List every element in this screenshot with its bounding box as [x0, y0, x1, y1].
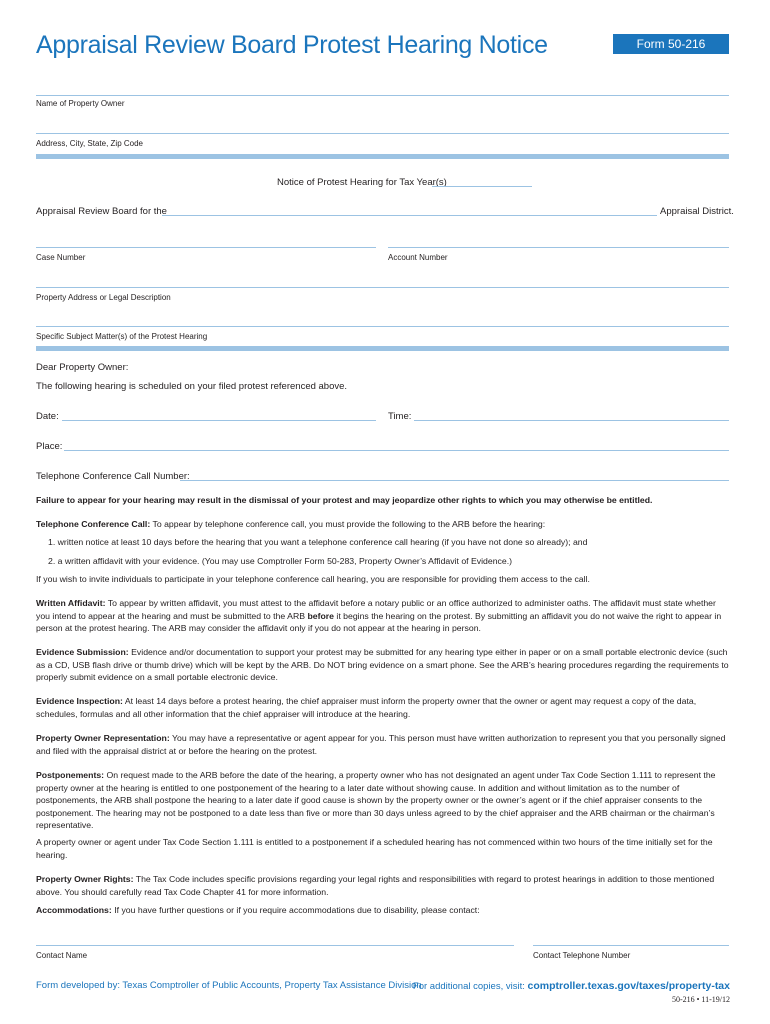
- footer-developed-by: Form developed by: Texas Comptroller of Public Accounts, Property Tax Assistance Division: [36, 980, 422, 991]
- telephone-section: [36, 518, 730, 531]
- footer-copies-prefix: For additional copies, visit:: [412, 981, 525, 992]
- telephone-text: To appear by telephone conference call, you must provide the following to the ARB before the hearing:: [152, 519, 546, 529]
- affidavit-text-1: To appear by written affidavit, you must attest to the affidavit before a notary public or an office authorized to administer oaths. The affidavit must state whether you intend to appear at the hearing and must be submitted to the ARB: [36, 598, 716, 621]
- postponement-agent-text: A property owner or agent under Tax Code Section 1.111 is entitled to a postponement if a scheduled hearing has not commenced within two hours of the time initially set for the hearing.: [36, 837, 713, 860]
- accommodations-section: [36, 904, 730, 917]
- postponements-text: On request made to the ARB before the date of the hearing, a property owner who has not designated an agent under Tax Code Section 1.111 to represent the property owner at the hearing is entitled to one postponement of the hearing to a later date without showing cause. In addition and without limitation as to the number of postponements, the ARB shall postpone the hearing to a later date if good cause is shown by the property owner or the owner’s agent or if the chief appraiser consents to the postponement. The hearing may not be postponed to a date less than five or more than 30 days unless agreed to by the chief appraiser and the ARB chairman or the chairman’s representative.: [36, 770, 716, 830]
- affidavit-heading: Written Affidavit:: [36, 598, 106, 608]
- case-number-field[interactable]: [36, 247, 376, 248]
- affidavit-section: [36, 597, 730, 635]
- address-label: Address, City, State, Zip Code: [36, 139, 144, 148]
- rights-heading: Property Owner Rights:: [36, 874, 134, 884]
- property-owner-label: Name of Property Owner: [36, 99, 125, 108]
- page-title: Appraisal Review Board Protest Hearing Notice: [36, 31, 548, 59]
- accommodations-heading: Accommodations:: [36, 905, 112, 915]
- notice-tax-year-label: Notice of Protest Hearing for Tax Year(s): [277, 177, 447, 188]
- time-label: Time:: [388, 411, 412, 422]
- subject-matter-field[interactable]: [36, 326, 729, 327]
- contact-name-field[interactable]: [36, 945, 514, 946]
- section-divider: [36, 154, 729, 159]
- section-divider: [36, 346, 729, 351]
- list-item: 2. a written affidavit with your evidence. (You may use Comptroller Form 50-283, Property Owner’s Affidavit of Evidence.): [48, 556, 513, 566]
- address-field[interactable]: [36, 133, 729, 134]
- accommodations-text: If you have further questions or if you require accommodations due to disability, please contact:: [114, 905, 480, 915]
- failure-warning: Failure to appear for your hearing may result in the dismissal of your protest and may jeopardize other rights to which you may otherwise be entitled.: [36, 495, 653, 505]
- contact-phone-field[interactable]: [533, 945, 729, 946]
- telephone-followup: If you wish to invite individuals to participate in your telephone conference call hearing, you are responsible for providing them access to the call.: [36, 574, 590, 584]
- telephone-heading: Telephone Conference Call:: [36, 519, 151, 529]
- footer-copies: [413, 980, 730, 992]
- representation-heading: Property Owner Representation:: [36, 733, 170, 743]
- postponements-section: [36, 769, 730, 832]
- evidence-inspection-text: At least 14 days before a protest hearing, the chief appraiser must inform the property owner that the owner or agent may request a copy of the data, schedules, formulas and all other information that the chief appraiser will introduce at the hearing.: [36, 696, 697, 719]
- rights-section: [36, 873, 730, 898]
- evidence-inspection-section: [36, 695, 730, 720]
- account-number-field[interactable]: [388, 247, 729, 248]
- property-address-field[interactable]: [36, 287, 729, 288]
- list-item: 1. written notice at least 10 days before the hearing that you want a telephone conference call hearing (if you have not done so already); and: [48, 537, 588, 547]
- evidence-inspection-heading: Evidence Inspection:: [36, 696, 123, 706]
- place-field[interactable]: [64, 450, 729, 451]
- evidence-submission-section: [36, 646, 730, 684]
- representation-section: [36, 732, 730, 757]
- intro-text: The following hearing is scheduled on your filed protest referenced above.: [36, 381, 348, 392]
- date-label: Date:: [36, 411, 59, 422]
- header-divider: [36, 95, 729, 96]
- postponements-heading: Postponements:: [36, 770, 105, 780]
- case-number-label: Case Number: [36, 253, 86, 262]
- tax-year-field[interactable]: [432, 186, 532, 187]
- appraisal-district-field[interactable]: [162, 215, 657, 216]
- affidavit-text-2: it begins the hearing on the protest. By submitting an affidavit you do not waive the right to appear in person at the protest hearing. The ARB may consider the affidavit only if you do not appear at the hearing in person.: [36, 610, 722, 633]
- contact-name-label: Contact Name: [36, 951, 88, 960]
- arb-prefix-label: Appraisal Review Board for the: [36, 206, 167, 217]
- date-field[interactable]: [62, 420, 376, 421]
- place-label: Place:: [36, 441, 63, 452]
- footer-form-code: 50-216 • 11-19/12: [671, 995, 730, 1004]
- property-address-label: Property Address or Legal Description: [36, 293, 171, 302]
- representation-text: You may have a representative or agent appear for you. This person must have written authorization to represent you that you personally signed and filed with the appraisal district at or before the hearing on the protest.: [36, 733, 726, 756]
- affidavit-bold: before: [307, 610, 334, 621]
- arb-suffix-label: Appraisal District.: [660, 206, 734, 217]
- subject-matter-label: Specific Subject Matter(s) of the Protest Hearing: [36, 332, 208, 341]
- rights-text: The Tax Code includes specific provisions regarding your legal rights and responsibilities with regard to protest hearings in addition to those mentioned above. You should carefully read Tax Code Chapter 41 for more information.: [36, 874, 715, 897]
- footer-copies-link[interactable]: comptroller.texas.gov/taxes/property-tax: [527, 980, 730, 992]
- phone-number-label: Telephone Conference Call Number:: [36, 471, 190, 482]
- account-number-label: Account Number: [388, 253, 448, 262]
- time-field[interactable]: [414, 420, 729, 421]
- form-number-badge: Form 50-216: [613, 34, 729, 54]
- evidence-submission-heading: Evidence Submission:: [36, 647, 129, 657]
- contact-phone-label: Contact Telephone Number: [533, 951, 631, 960]
- salutation: Dear Property Owner:: [36, 362, 129, 373]
- evidence-submission-text: Evidence and/or documentation to support your protest may be submitted for any hearing type either in paper or on a small portable electronic device (such as a CD, USB flash drive or thumb drive) which will be kept by the ARB. Do NOT bring evidence on a smart phone. See the ARB’s hearing procedures regarding the requirements to properly submit evidence on a small portable electronic device.: [36, 647, 729, 682]
- phone-number-field[interactable]: [180, 480, 729, 481]
